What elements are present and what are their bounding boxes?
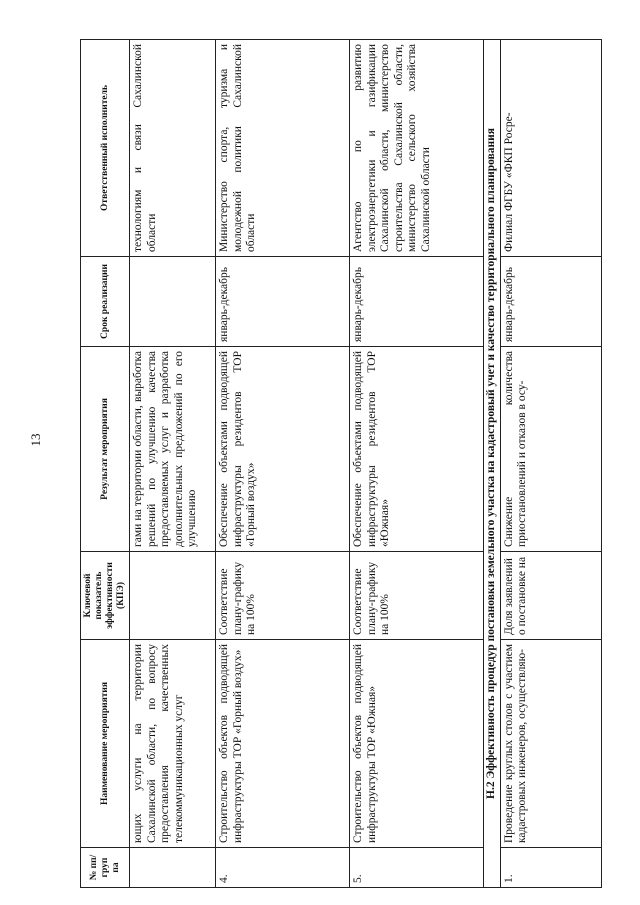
cell-term bbox=[130, 257, 216, 347]
measures-table bbox=[80, 39, 602, 888]
section-title: Н.2 Эффективность процедур постановки земельного участка на кадастровый учет и качество территориального планирования bbox=[484, 40, 501, 888]
section-row bbox=[484, 40, 501, 888]
cell-term: январь-декабрь bbox=[350, 257, 484, 347]
header-result: Результат мероприятия bbox=[81, 347, 130, 552]
header-row bbox=[81, 40, 130, 888]
table-row bbox=[350, 40, 484, 888]
cell-executor: Филиал ФГБУ «ФКП Росре- bbox=[500, 40, 602, 257]
table-frame bbox=[80, 40, 602, 888]
table-row bbox=[130, 40, 216, 888]
cell-name: Строительство объектов подводящей инфраструктуры ТОР «Южная» bbox=[350, 640, 484, 848]
cell-executor: Агентство по развитию электроэнергетики и газификации Сахалинской области, министерство строительства Сахалинской области, министерство сельского хозяйства Сахалинской области bbox=[350, 40, 484, 257]
cell-num: 1. bbox=[500, 848, 602, 888]
cell-num bbox=[130, 848, 216, 888]
header-name: Наименование мероприятия bbox=[81, 640, 130, 848]
cell-result: Обеспечение объектами подводящей инфраструктуры резидентов ТОР «Горный воздух» bbox=[216, 347, 350, 552]
cell-kpi bbox=[130, 552, 216, 640]
cell-term: январь-декабрь bbox=[216, 257, 350, 347]
cell-executor: технологиям и связи Сахалинской области bbox=[130, 40, 216, 257]
table-row bbox=[500, 40, 602, 888]
table-row bbox=[216, 40, 350, 888]
cell-name: Проведение круглых столов с участием кадастровых инженеров, осуществляю- bbox=[500, 640, 602, 848]
rotated-table-container bbox=[80, 40, 602, 888]
cell-result: Снижение количества приостановлений и отказов в осу- bbox=[500, 347, 602, 552]
cell-kpi: Соответствие плану-графику на 100% bbox=[350, 552, 484, 640]
cell-result: Обеспечение объектами подводящей инфраструктуры резидентов ТОР «Южная» bbox=[350, 347, 484, 552]
header-num: № пп/ груп па bbox=[81, 848, 130, 888]
page-number: 13 bbox=[28, 433, 43, 447]
cell-executor: Министерство спорта, туризма и молодежной политики Сахалинской области bbox=[216, 40, 350, 257]
cell-kpi: Доля заявлений о постановке на bbox=[500, 552, 602, 640]
header-term: Срок реализации bbox=[81, 257, 130, 347]
cell-kpi: Соответствие плану-графику на 100% bbox=[216, 552, 350, 640]
cell-name: ющих услуги на территории Сахалинской области, по вопросу предоставления качественных телекоммуникационных услуг bbox=[130, 640, 216, 848]
cell-term: январь-декабрь bbox=[500, 257, 602, 347]
cell-num: 5. bbox=[350, 848, 484, 888]
cell-name: Строительство объектов подводящей инфраструктуры ТОР «Горный воздух» bbox=[216, 640, 350, 848]
header-kpi: Ключевой показатель эффективности (КПЭ) bbox=[81, 552, 130, 640]
header-executor: Ответственный исполнитель bbox=[81, 40, 130, 257]
cell-result: гами на территории области, выработка решений по улучшению качества предоставляемых услуг и разработка дополнительных предложений по его улучшению bbox=[130, 347, 216, 552]
cell-num: 4. bbox=[216, 848, 350, 888]
